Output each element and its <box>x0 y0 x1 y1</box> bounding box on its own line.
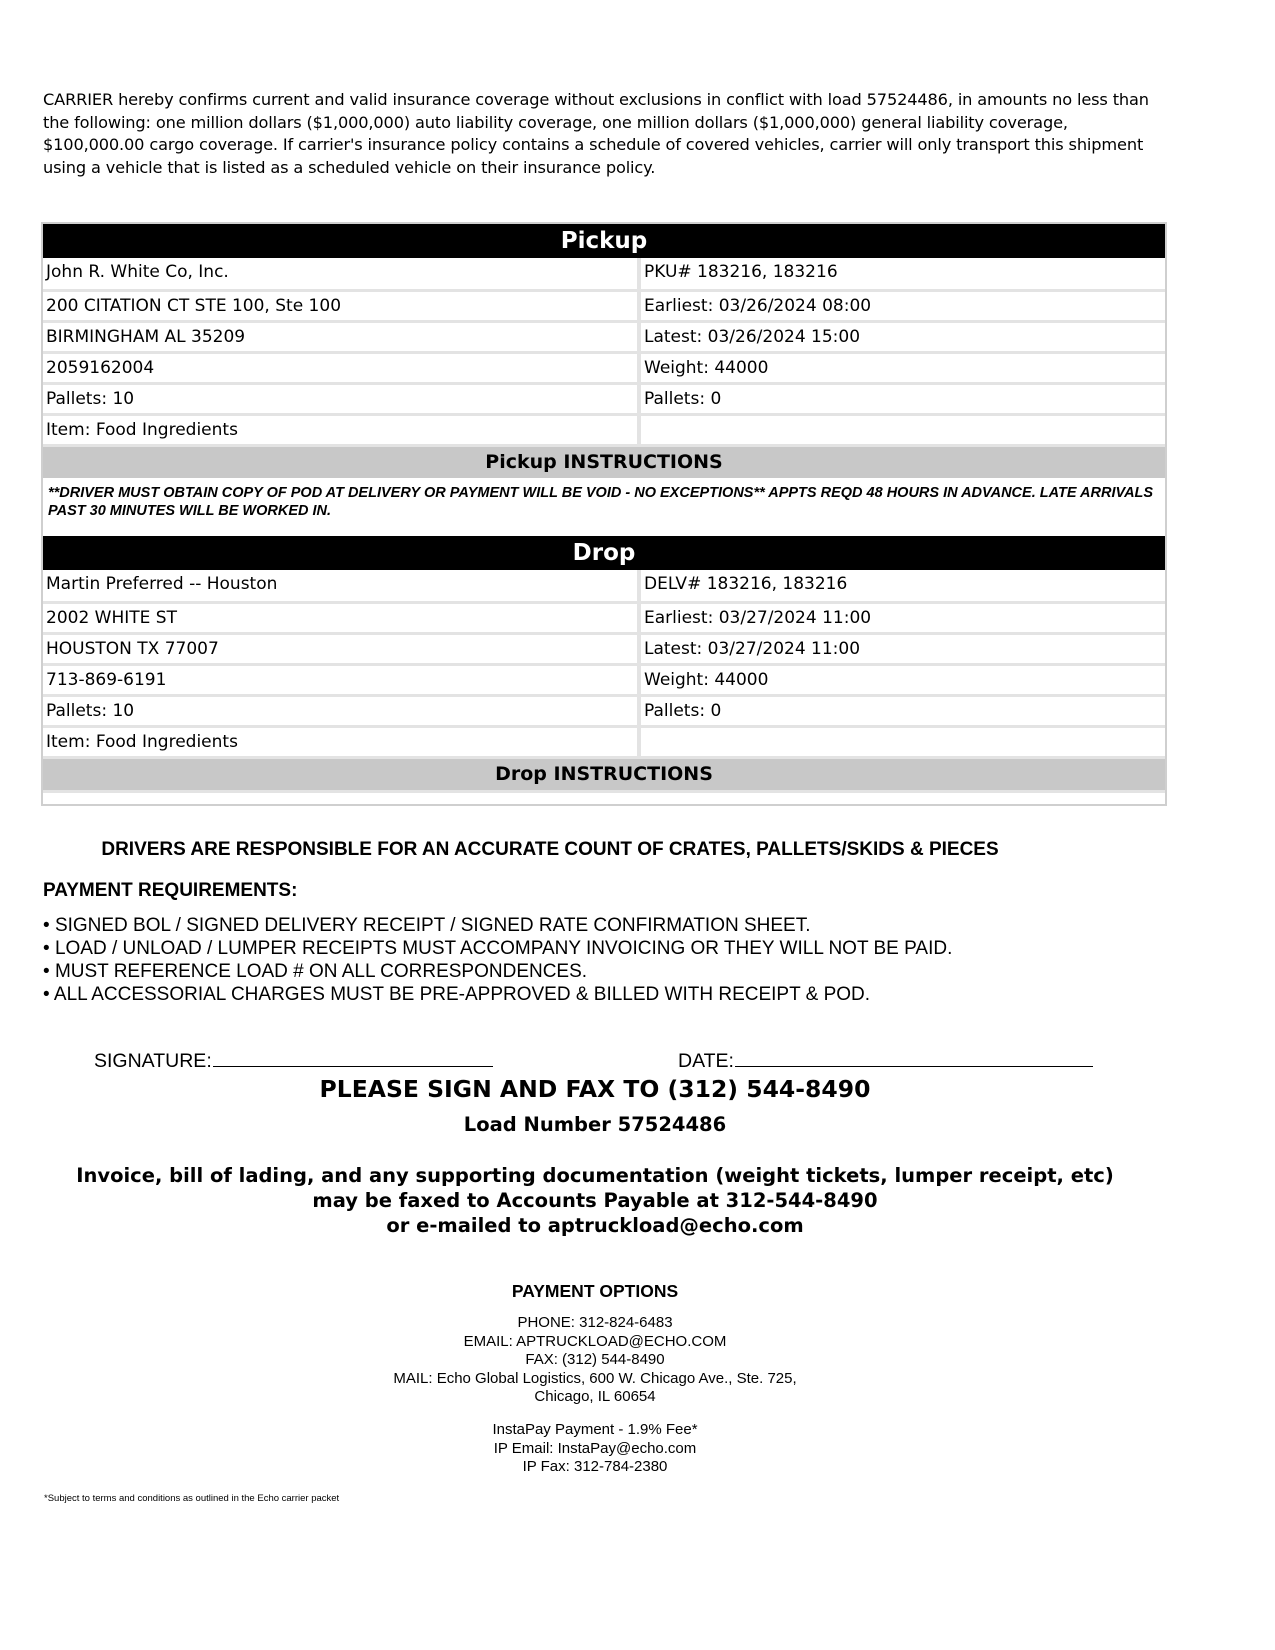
payment-option-line: MAIL: Echo Global Logistics, 600 W. Chicago Ave., Ste. 725, <box>393 1369 797 1387</box>
drop-pallets-left: Pallets: 10 <box>43 697 641 725</box>
drop-weight: Weight: 44000 <box>644 670 769 690</box>
list-item: • ALL ACCESSORIAL CHARGES MUST BE PRE-APPROVED & BILLED WITH RECEIPT & POD. <box>43 983 952 1006</box>
pickup-header: Pickup <box>43 224 1165 258</box>
load-number: Load Number 57524486 <box>463 1113 727 1136</box>
fax-instruction: PLEASE SIGN AND FAX TO (312) 544-8490 <box>319 1075 871 1103</box>
pickup-empty-cell <box>641 416 1165 444</box>
pickup-pallets-right: Pallets: 0 <box>644 389 722 409</box>
drop-reference: DELV# 183216, 183216 <box>644 574 848 594</box>
pickup-city-state-zip: BIRMINGHAM AL 35209 <box>43 323 641 351</box>
signature-line[interactable] <box>213 1046 493 1067</box>
table-row <box>43 258 1165 289</box>
footnote: *Subject to terms and conditions as outlined in the Echo carrier packet <box>44 1493 340 1504</box>
drop-empty-cell <box>641 728 1165 756</box>
pickup-instructions: **DRIVER MUST OBTAIN COPY OF POD AT DELIVERY OR PAYMENT WILL BE VOID - NO EXCEPTIONS** APPTS REQD 48 HOURS IN ADVANCE. LATE ARRIVALS PAST 30 MINUTES WILL BE WORKED IN. <box>48 485 1154 519</box>
drop-latest: Latest: 03/27/2024 11:00 <box>644 639 861 659</box>
pickup-reference: PKU# 183216, 183216 <box>644 262 838 282</box>
drop-header: Drop <box>43 536 1165 570</box>
payment-requirements-list <box>43 914 952 1006</box>
table-row <box>43 725 1165 756</box>
payment-option-line: Chicago, IL 60654 <box>534 1388 656 1405</box>
table-row <box>43 632 1165 663</box>
pickup-address: 200 CITATION CT STE 100, Ste 100 <box>43 292 641 320</box>
drop-item: Item: Food Ingredients <box>43 728 641 756</box>
payment-option-line: PHONE: 312-824-6483 <box>517 1314 673 1331</box>
instapay-line: IP Fax: 312-784-2380 <box>522 1458 668 1475</box>
invoice-line: may be faxed to Accounts Payable at 312-544-8490 <box>312 1189 878 1212</box>
payment-option-line: FAX: (312) 544-8490 <box>525 1351 665 1368</box>
table-row <box>43 663 1165 694</box>
pickup-earliest: Earliest: 03/26/2024 08:00 <box>644 296 872 316</box>
table-row <box>43 601 1165 632</box>
table-row <box>43 570 1165 601</box>
date-label: DATE: <box>678 1050 734 1072</box>
instapay-line: IP Email: InstaPay@echo.com <box>493 1439 697 1457</box>
drivers-notice: DRIVERS ARE RESPONSIBLE FOR AN ACCURATE COUNT OF CRATES, PALLETS/SKIDS & PIECES <box>101 839 999 860</box>
pickup-item: Item: Food Ingredients <box>43 416 641 444</box>
drop-instructions <box>43 790 1165 804</box>
payment-options-contact <box>0 1314 1190 1407</box>
signature-label: SIGNATURE: <box>94 1050 212 1072</box>
table-row <box>43 320 1165 351</box>
instapay-info <box>0 1421 1190 1477</box>
table-row <box>43 694 1165 725</box>
date-line[interactable] <box>735 1046 1093 1067</box>
insurance-confirmation-text: CARRIER hereby confirms current and valid insurance coverage without exclusions in conflict with load 57524486, in amounts no less than the following: one million dollars ($1,000,000) auto liability coverage, one million dollars ($1,000,000) general liability coverage, $100,000.00 cargo coverage. If carrier's insurance policy contains a schedule of covered vehicles, carrier will only transport this shipment using a vehicle that is listed as a scheduled vehicle on their insurance policy. <box>43 90 1149 177</box>
list-item: • MUST REFERENCE LOAD # ON ALL CORRESPONDENCES. <box>43 960 952 983</box>
drop-instructions-header: Drop INSTRUCTIONS <box>43 756 1165 790</box>
table-row <box>43 382 1165 413</box>
pickup-pallets-left: Pallets: 10 <box>43 385 641 413</box>
payment-requirements-title: PAYMENT REQUIREMENTS: <box>43 880 298 901</box>
invoice-line: or e-mailed to aptruckload@echo.com <box>386 1214 804 1237</box>
drop-pallets-right: Pallets: 0 <box>644 701 722 721</box>
date-field[interactable] <box>678 1046 1093 1073</box>
pickup-latest: Latest: 03/26/2024 15:00 <box>644 327 861 347</box>
drop-phone: 713-869-6191 <box>43 666 641 694</box>
payment-options-title: PAYMENT OPTIONS <box>511 1281 679 1301</box>
table-row <box>43 413 1165 444</box>
table-row <box>43 289 1165 320</box>
pickup-table <box>41 222 1167 806</box>
drop-city-state-zip: HOUSTON TX 77007 <box>43 635 641 663</box>
drop-address: 2002 WHITE ST <box>43 604 641 632</box>
drop-consignee-name: Martin Preferred -- Houston <box>43 570 641 601</box>
payment-option-line: EMAIL: APTRUCKLOAD@ECHO.COM <box>463 1332 727 1350</box>
pickup-shipper-name: John R. White Co, Inc. <box>43 258 641 289</box>
invoice-instructions <box>0 1163 1190 1238</box>
list-item: • LOAD / UNLOAD / LUMPER RECEIPTS MUST ACCOMPANY INVOICING OR THEY WILL NOT BE PAID. <box>43 937 952 960</box>
pickup-phone: 2059162004 <box>43 354 641 382</box>
list-item: • SIGNED BOL / SIGNED DELIVERY RECEIPT / SIGNED RATE CONFIRMATION SHEET. <box>43 914 952 937</box>
drop-earliest: Earliest: 03/27/2024 11:00 <box>644 608 872 628</box>
instapay-line: InstaPay Payment - 1.9% Fee* <box>492 1421 698 1438</box>
signature-field[interactable] <box>94 1046 493 1073</box>
pickup-weight: Weight: 44000 <box>644 358 769 378</box>
table-row <box>43 351 1165 382</box>
invoice-line: Invoice, bill of lading, and any supporting documentation (weight tickets, lumper receipt, etc) <box>76 1164 1114 1187</box>
pickup-instructions-header: Pickup INSTRUCTIONS <box>43 444 1165 478</box>
